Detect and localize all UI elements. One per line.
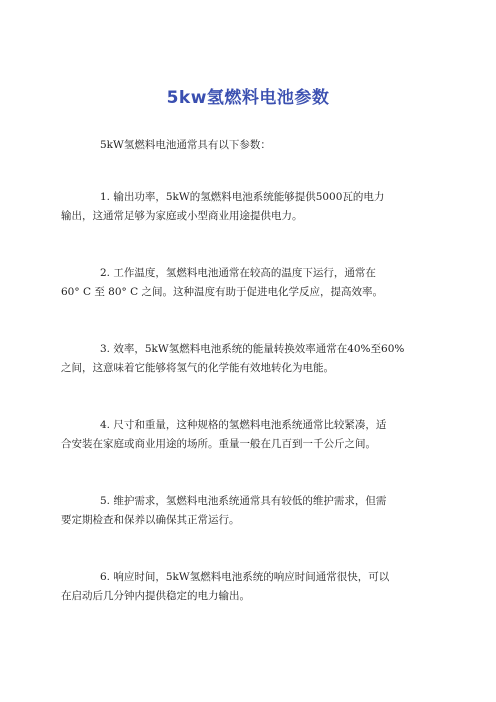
item-1-line-1: 1. 输出功率，5kW的氢燃料电池系统能够提供5000瓦的电力 [100,191,385,203]
item-6-line-2: 在启动后几分钟内提供稳定的电力输出。 [61,590,250,602]
item-3-line-2: 之间，这意味着它能够将氢气的化学能有效地转化为电能。 [61,362,334,374]
item-2-line-2: 60° C 至 80° C 之间。这种温度有助于促进电化学反应，提高效率。 [61,286,383,298]
item-6-line-1: 6. 响应时间，5kW氢燃料电池系统的响应时间通常很快，可以 [100,571,390,583]
item-1-line-2: 输出，这通常足够为家庭或小型商业用途提供电力。 [61,210,303,222]
intro-text: 5kW氢燃料电池通常具有以下参数： [100,139,271,151]
item-2-line-1: 2. 工作温度，氢燃料电池通常在较高的温度下运行，通常在 [100,267,376,279]
item-3-line-1: 3. 效率，5kW氢燃料电池系统的能量转换效率通常在40%至60% [100,343,405,355]
item-5-line-1: 5. 维护需求，氢燃料电池系统通常具有较低的维护需求，但需 [100,495,387,507]
item-4-line-1: 4. 尺寸和重量，这种规格的氢燃料电池系统通常比较紧凑，适 [100,419,387,431]
item-5-line-2: 要定期检查和保养以确保其正常运行。 [61,514,240,526]
item-4-line-2: 合安装在家庭或商业用途的场所。重量一般在几百到一千公斤之间。 [61,438,376,450]
document-title: 5kw氢燃料电池参数 [166,88,330,108]
